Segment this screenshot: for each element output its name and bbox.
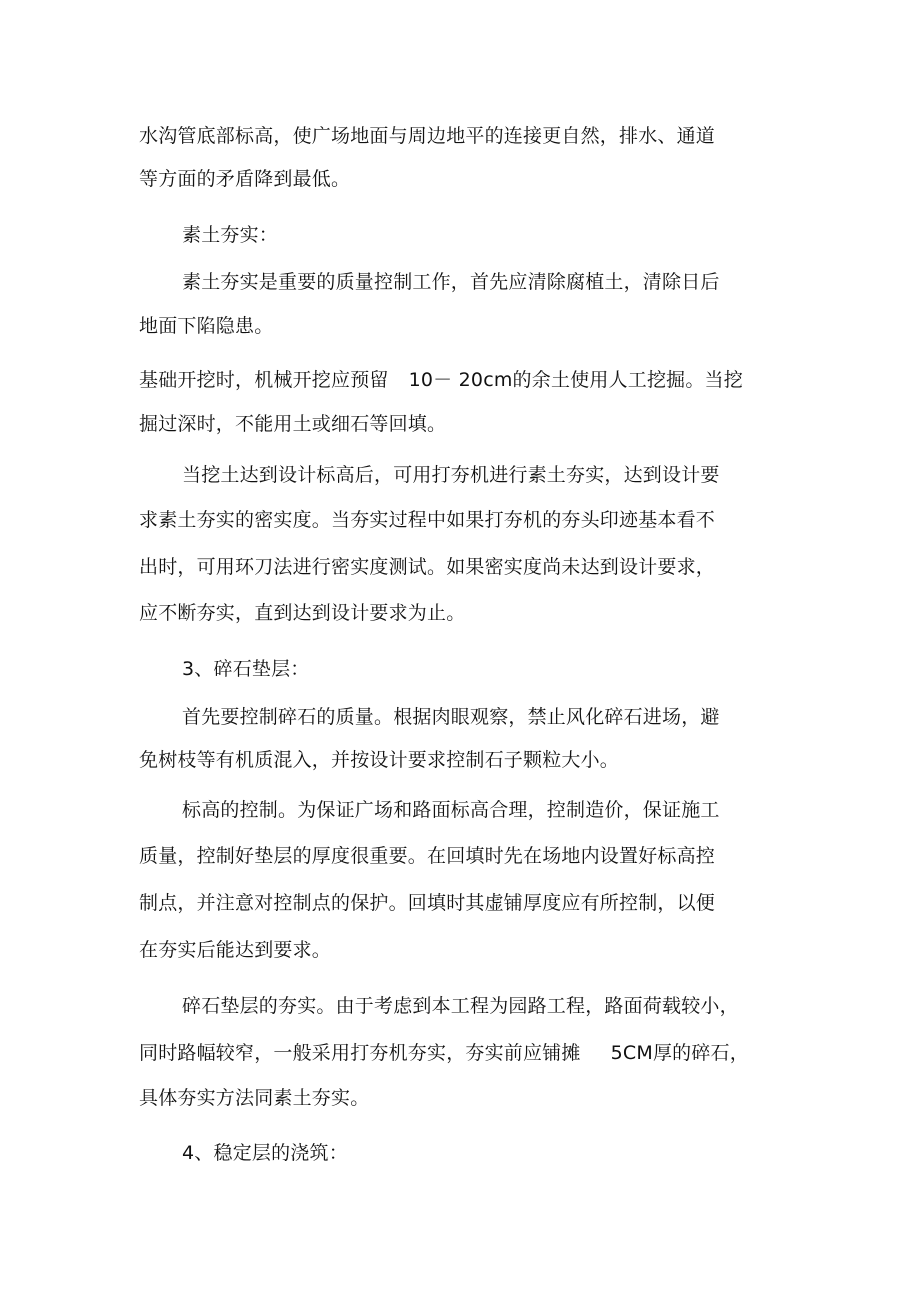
section-heading: 4、稳定层的浇筑： bbox=[182, 1142, 348, 1164]
text-line bbox=[139, 368, 743, 392]
text-line bbox=[139, 1041, 749, 1065]
text-segment: 基础开挖时，机械开挖应预留 bbox=[139, 369, 389, 391]
text-segment: 10－ 20cm的余土使用人工挖掘。当挖 bbox=[408, 369, 743, 391]
section-heading: 3、碎石垫层： bbox=[182, 658, 310, 680]
text-line: 当挖土达到设计标高后，可用打夯机进行素土夯实，达到设计要 bbox=[182, 464, 720, 486]
text-line: 碎石垫层的夯实。由于考虑到本工程为园路工程，路面荷载较小， bbox=[182, 995, 739, 1017]
text-line: 首先要控制碎石的质量。根据肉眼观察，禁止风化碎石进场，避 bbox=[182, 706, 720, 728]
text-line: 出时，可用环刀法进行密实度测试。如果密实度尚未达到设计要求， bbox=[139, 556, 716, 578]
text-line: 免树枝等有机质混入，并按设计要求控制石子颗粒大小。 bbox=[139, 749, 620, 771]
text-segment: 5CM厚的碎石， bbox=[610, 1042, 749, 1064]
text-line: 求素土夯实的密实度。当夯实过程中如果打夯机的夯头印迹基本看不 bbox=[139, 509, 716, 531]
text-line: 在夯实后能达到要求。 bbox=[139, 939, 332, 961]
text-line: 等方面的矛盾降到最低。 bbox=[139, 168, 351, 190]
text-line: 地面下陷隐患。 bbox=[139, 315, 274, 337]
text-segment: 同时路幅较窄，一般采用打夯机夯实，夯实前应铺摊 bbox=[139, 1042, 581, 1064]
text-line: 制点，并注意对控制点的保护。回填时其虚铺厚度应有所控制，以便 bbox=[139, 892, 716, 914]
text-line: 掘过深时，不能用土或细石等回填。 bbox=[139, 413, 447, 435]
text-line: 水沟管底部标高，使广场地面与周边地平的连接更自然，排水、通道 bbox=[139, 125, 716, 147]
text-line: 具体夯实方法同素土夯实。 bbox=[139, 1087, 370, 1109]
text-line: 素土夯实是重要的质量控制工作，首先应清除腐植土，清除日后 bbox=[182, 271, 720, 293]
text-line: 标高的控制。为保证广场和路面标高合理，控制造价，保证施工 bbox=[182, 799, 720, 821]
section-heading: 素土夯实： bbox=[182, 224, 279, 246]
text-line: 质量，控制好垫层的厚度很重要。在回填时先在场地内设置好标高控 bbox=[139, 845, 716, 867]
text-line: 应不断夯实，直到达到设计要求为止。 bbox=[139, 602, 466, 624]
